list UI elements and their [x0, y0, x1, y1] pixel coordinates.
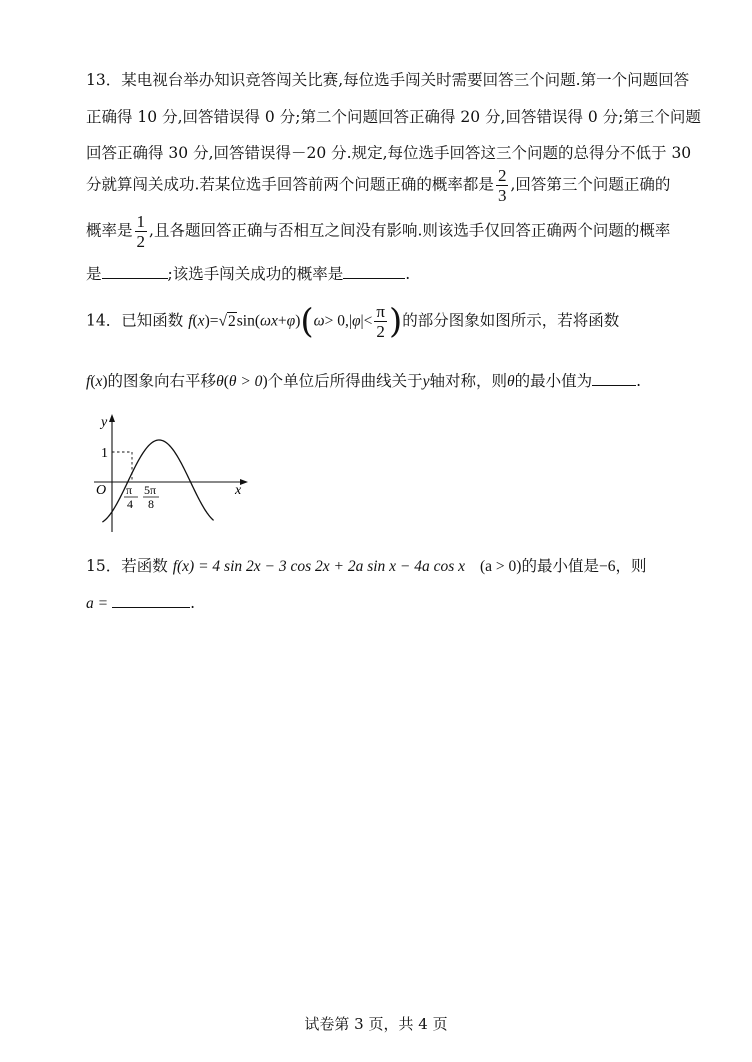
q13-line-6: 是 ;该选手闯关成功的概率是 . [86, 265, 411, 283]
q15-condition: (a > 0) [480, 558, 522, 575]
q14-line-1: 14．已知函数 f(x)=√2sin(ωx+φ)(ω> 0,|φ|< $\frac{\pi}{2}$ )的部分图象如图所示，若将函数 [86, 301, 620, 342]
fraction-pi-over-two: $\frac{\pi}{2}$ [376, 302, 385, 341]
page-footer: 试卷第 3 页，共 4 页 [304, 1015, 448, 1033]
answer-blank-4[interactable] [112, 593, 190, 608]
q13-number: 13． [86, 71, 122, 89]
origin-label: O [96, 483, 107, 498]
q13-line-2: 正确得 10 分,回答错误得 0 分;第二个问题回答正确得 20 分,回答错误得 0 分;第三个问题 [86, 108, 701, 126]
y-axis-label: y [101, 415, 108, 430]
q15-line-1: 15．若函数 f(x) = 4 sin 2x − 3 cos 2x + 2a sin x − 4a cos x (a > 0)的最小值是−6，则 [86, 557, 647, 575]
tick-pi-4-den: 4 [127, 497, 133, 511]
q13-line-4: 分就算闯关成功.若某位选手回答前两个问题正确的概率都是 $\frac{2}{3}$ ,回答第三个问题正确的 [86, 166, 671, 205]
y-tick-one: 1 [101, 446, 108, 461]
answer-blank-2[interactable] [343, 264, 405, 279]
sine-graph [88, 408, 258, 536]
x-axis-label: x [235, 483, 242, 498]
answer-blank-1[interactable] [102, 264, 168, 279]
q15-expression: f(x) = 4 sin 2x − 3 cos 2x + 2a sin x − 4a cos x [172, 558, 466, 575]
y-axis-arrow [109, 414, 115, 422]
answer-blank-3[interactable] [592, 371, 636, 386]
fraction-one-half: $\frac{1}{2}$ [136, 212, 146, 251]
tick-5pi-8-den: 8 [148, 497, 154, 511]
q13-line-1: 13．某电视台举办知识竞答闯关比赛,每位选手闯关时需要回答三个问题.第一个问题回答 [86, 71, 690, 89]
q14-line-2: f(x)的图象向右平移θ(θ > 0)个单位后所得曲线关于y轴对称，则θ的最小值为 . [86, 372, 642, 390]
q13-line-5: 概率是 $\frac{1}{2}$ ,且各题回答正确与否相互之间没有影响.则该选手仅回答正确两个问题的概率 [86, 212, 671, 251]
q15-line-2: a = . [86, 594, 196, 612]
q13-line-3: 回答正确得 30 分,回答错误得－20 分.规定,每位选手回答这三个问题的总得分不低于 30 [86, 144, 692, 162]
tick-pi-4-num: π [126, 483, 133, 497]
tick-5pi-8-num: 5π [144, 483, 157, 497]
fraction-two-thirds: $\frac{2}{3}$ [497, 166, 507, 205]
